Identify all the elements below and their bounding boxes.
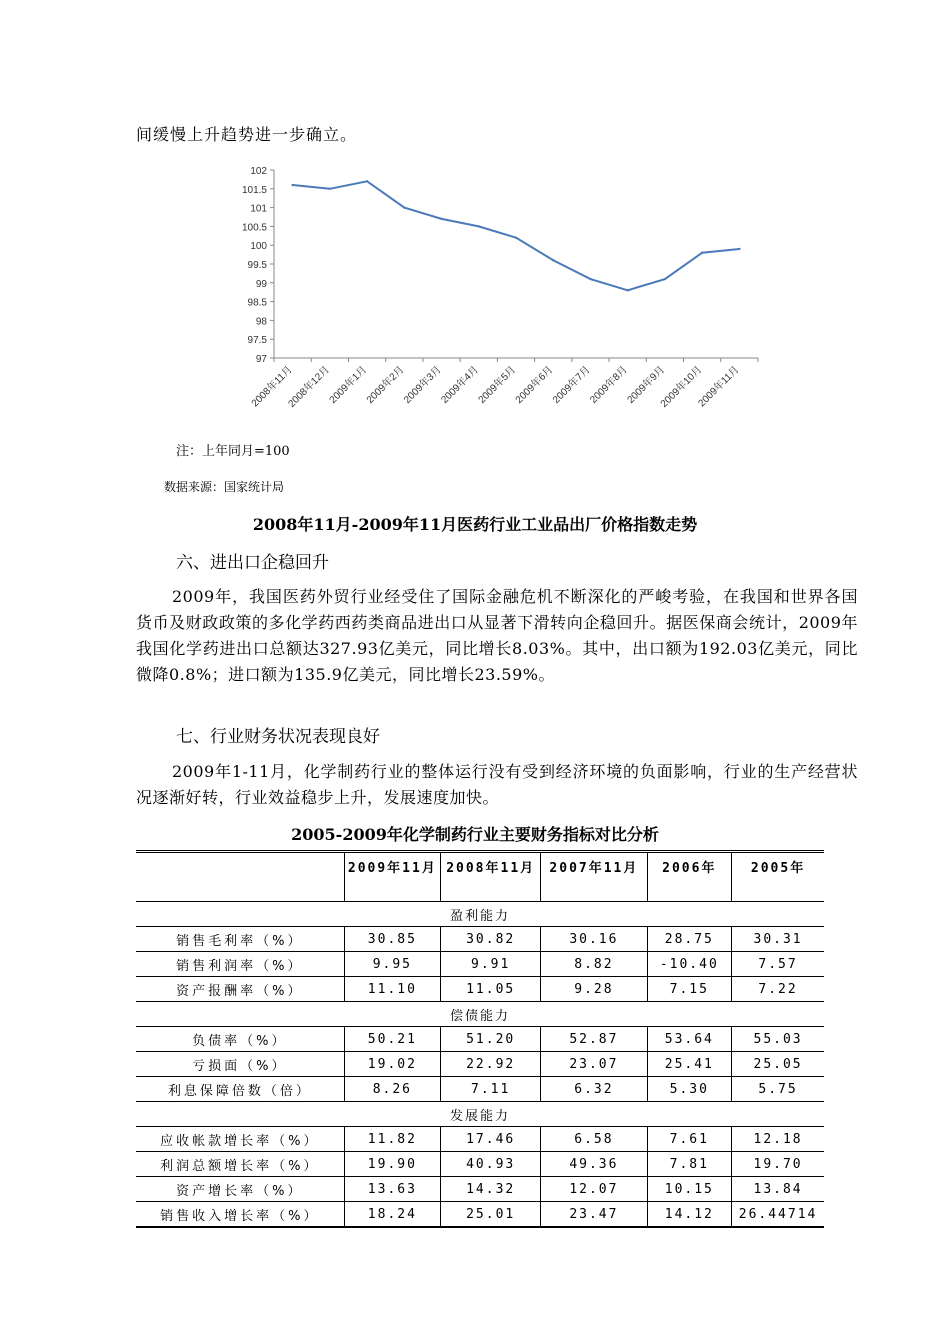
cell: 6.32: [541, 1077, 647, 1102]
section-title: 盈利能力: [136, 902, 824, 927]
table-row: [136, 1202, 824, 1228]
data-point: [403, 206, 405, 208]
table-row: [136, 1127, 824, 1152]
x-tick-label: 2009年11月: [696, 364, 742, 410]
table-row: [136, 977, 824, 1002]
cell: 30.16: [541, 927, 647, 952]
x-tick-label: 2009年6月: [513, 364, 556, 406]
header-cell: 2005年: [732, 852, 824, 902]
cell: 12.18: [732, 1127, 824, 1152]
y-tick-label: 99.5: [247, 260, 267, 271]
x-tick-label: 2009年8月: [588, 364, 630, 406]
x-tick-label: 2009年7月: [550, 364, 593, 406]
cell: 8.26: [344, 1077, 440, 1102]
table-row: [136, 1052, 824, 1077]
y-tick-label: 98: [255, 316, 267, 328]
cell: 40.93: [441, 1152, 541, 1177]
cell: -10.40: [647, 952, 732, 977]
financial-indicator-table: [136, 850, 824, 1228]
row-label: 利息保障倍数（倍）: [136, 1077, 344, 1102]
cell: 9.91: [441, 952, 541, 977]
table-row: [136, 1152, 824, 1177]
cell: 30.82: [441, 927, 541, 952]
cell: 7.57: [732, 952, 824, 977]
header-cell: 2007年11月: [541, 852, 647, 902]
data-point: [738, 248, 740, 250]
cell: 8.82: [541, 952, 647, 977]
section7-heading: 七、行业财务状况表现良好: [176, 727, 380, 747]
row-label: 销售毛利率（%）: [136, 927, 344, 952]
cell: 30.31: [732, 927, 824, 952]
cell: 22.92: [441, 1052, 541, 1077]
data-point: [589, 278, 591, 280]
cell: 5.75: [732, 1077, 824, 1102]
row-label: 应收帐款增长率（%）: [136, 1127, 344, 1152]
section-title: 发展能力: [136, 1102, 824, 1127]
cell: 53.64: [647, 1027, 732, 1052]
section6-heading: 六、进出口企稳回升: [176, 553, 329, 573]
cell: 7.22: [732, 977, 824, 1002]
section-title: 偿债能力: [136, 1002, 824, 1027]
cell: 7.15: [647, 977, 732, 1002]
section-row: [136, 1102, 824, 1127]
chart-note: 注：上年同月=100: [176, 444, 290, 459]
y-tick-label: 100: [250, 241, 267, 253]
cell: 11.10: [344, 977, 440, 1002]
table-header-row: [136, 852, 824, 902]
data-point: [478, 225, 480, 227]
data-point: [552, 259, 554, 261]
cell: 26.44714: [732, 1202, 824, 1228]
section6-text: 2009年，我国医药外贸行业经受住了国际金融危机不断深化的严峻考验，在我国和世界各国货币及财政政策的多化学药西药类商品进出口从显著下滑转向企稳回升。据医保商会统计，2009年我国化学药进出口总额达327.93亿美元，同比增长8.03%。其中，出口额为192.03亿美元，同比微降0.8%；进口额为135.9亿美元，同比增长23.59%。: [136, 587, 858, 684]
cell: 12.07: [541, 1177, 647, 1202]
x-tick-label: 2009年1月: [327, 364, 370, 406]
cell: 11.82: [344, 1127, 440, 1152]
x-tick-label: 2009年9月: [625, 364, 668, 406]
cell: 7.81: [647, 1152, 732, 1177]
cell: 30.85: [344, 927, 440, 952]
section-row: [136, 902, 824, 927]
cell: 7.11: [441, 1077, 541, 1102]
cell: 5.30: [647, 1077, 732, 1102]
row-label: 资产报酬率（%）: [136, 977, 344, 1002]
cell: 19.02: [344, 1052, 440, 1077]
y-tick-label: 100.5: [241, 222, 267, 234]
lead-text: 间缓慢上升趋势进一步确立。: [136, 125, 358, 144]
cell: 28.75: [647, 927, 732, 952]
x-tick-label: 2009年4月: [439, 364, 481, 406]
cell: 13.84: [732, 1177, 824, 1202]
cell: 52.87: [541, 1027, 647, 1052]
cell: 49.36: [541, 1152, 647, 1177]
row-label: 销售收入增长率（%）: [136, 1202, 344, 1228]
x-tick-label: 2008年11月: [249, 364, 295, 410]
x-tick-label: 2009年3月: [402, 364, 444, 406]
cell: 7.61: [647, 1127, 732, 1152]
cell: 18.24: [344, 1202, 440, 1228]
section6-paragraph: [136, 584, 858, 688]
table-row: [136, 1177, 824, 1202]
y-tick-label: 101: [250, 203, 267, 215]
data-point: [440, 218, 442, 220]
cell: 25.05: [732, 1052, 824, 1077]
table-caption: 2005-2009年化学制药行业主要财务指标对比分析: [291, 825, 659, 844]
cell: 50.21: [344, 1027, 440, 1052]
data-point: [664, 278, 666, 280]
header-cell: 2008年11月: [441, 852, 541, 902]
table-row: [136, 1077, 824, 1102]
x-tick-label: 2008年12月: [286, 364, 332, 410]
header-cell: 2006年: [647, 852, 732, 902]
price-index-line-chart: [200, 160, 780, 440]
series-line: [293, 181, 740, 290]
y-tick-label: 102: [250, 166, 267, 177]
cell: 9.95: [344, 952, 440, 977]
y-tick-label: 97: [255, 354, 267, 365]
header-cell: [136, 852, 344, 902]
data-point: [366, 180, 368, 182]
table-row: [136, 1027, 824, 1052]
data-point: [701, 252, 703, 254]
header-cell: 2009年11月: [344, 852, 440, 902]
cell: 10.15: [647, 1177, 732, 1202]
section7-paragraph: [136, 759, 858, 811]
cell: 17.46: [441, 1127, 541, 1152]
cell: 11.05: [441, 977, 541, 1002]
y-tick-label: 98.5: [247, 297, 267, 309]
data-point: [329, 188, 331, 190]
cell: 9.28: [541, 977, 647, 1002]
cell: 6.58: [541, 1127, 647, 1152]
data-point: [626, 289, 628, 291]
data-point: [515, 236, 517, 238]
cell: 25.01: [441, 1202, 541, 1228]
cell: 51.20: [441, 1027, 541, 1052]
cell: 25.41: [647, 1052, 732, 1077]
cell: 14.12: [647, 1202, 732, 1228]
cell: 19.70: [732, 1152, 824, 1177]
data-point: [291, 184, 293, 186]
cell: 14.32: [441, 1177, 541, 1202]
cell: 23.07: [541, 1052, 647, 1077]
y-tick-label: 99: [255, 278, 267, 290]
cell: 55.03: [732, 1027, 824, 1052]
row-label: 利润总额增长率（%）: [136, 1152, 344, 1177]
row-label: 销售利润率（%）: [136, 952, 344, 977]
row-label: 负债率（%）: [136, 1027, 344, 1052]
cell: 19.90: [344, 1152, 440, 1177]
x-tick-label: 2009年2月: [364, 364, 407, 406]
chart-caption: 2008年11月-2009年11月医药行业工业品出厂价格指数走势: [252, 515, 698, 534]
x-tick-label: 2009年5月: [476, 364, 519, 406]
x-tick-label: 2009年10月: [658, 364, 705, 410]
row-label: 亏损面（%）: [136, 1052, 344, 1077]
table-row: [136, 927, 824, 952]
cell: 13.63: [344, 1177, 440, 1202]
section7-text: 2009年1-11月，化学制药行业的整体运行没有受到经济环境的负面影响，行业的生产经营状况逐渐好转，行业效益稳步上升，发展速度加快。: [136, 762, 858, 807]
chart-source: 数据来源：国家统计局: [164, 480, 285, 494]
y-tick-label: 97.5: [247, 335, 267, 347]
table-row: [136, 952, 824, 977]
y-tick-label: 101.5: [241, 184, 267, 196]
row-label: 资产增长率（%）: [136, 1177, 344, 1202]
cell: 23.47: [541, 1202, 647, 1228]
section-row: [136, 1002, 824, 1027]
